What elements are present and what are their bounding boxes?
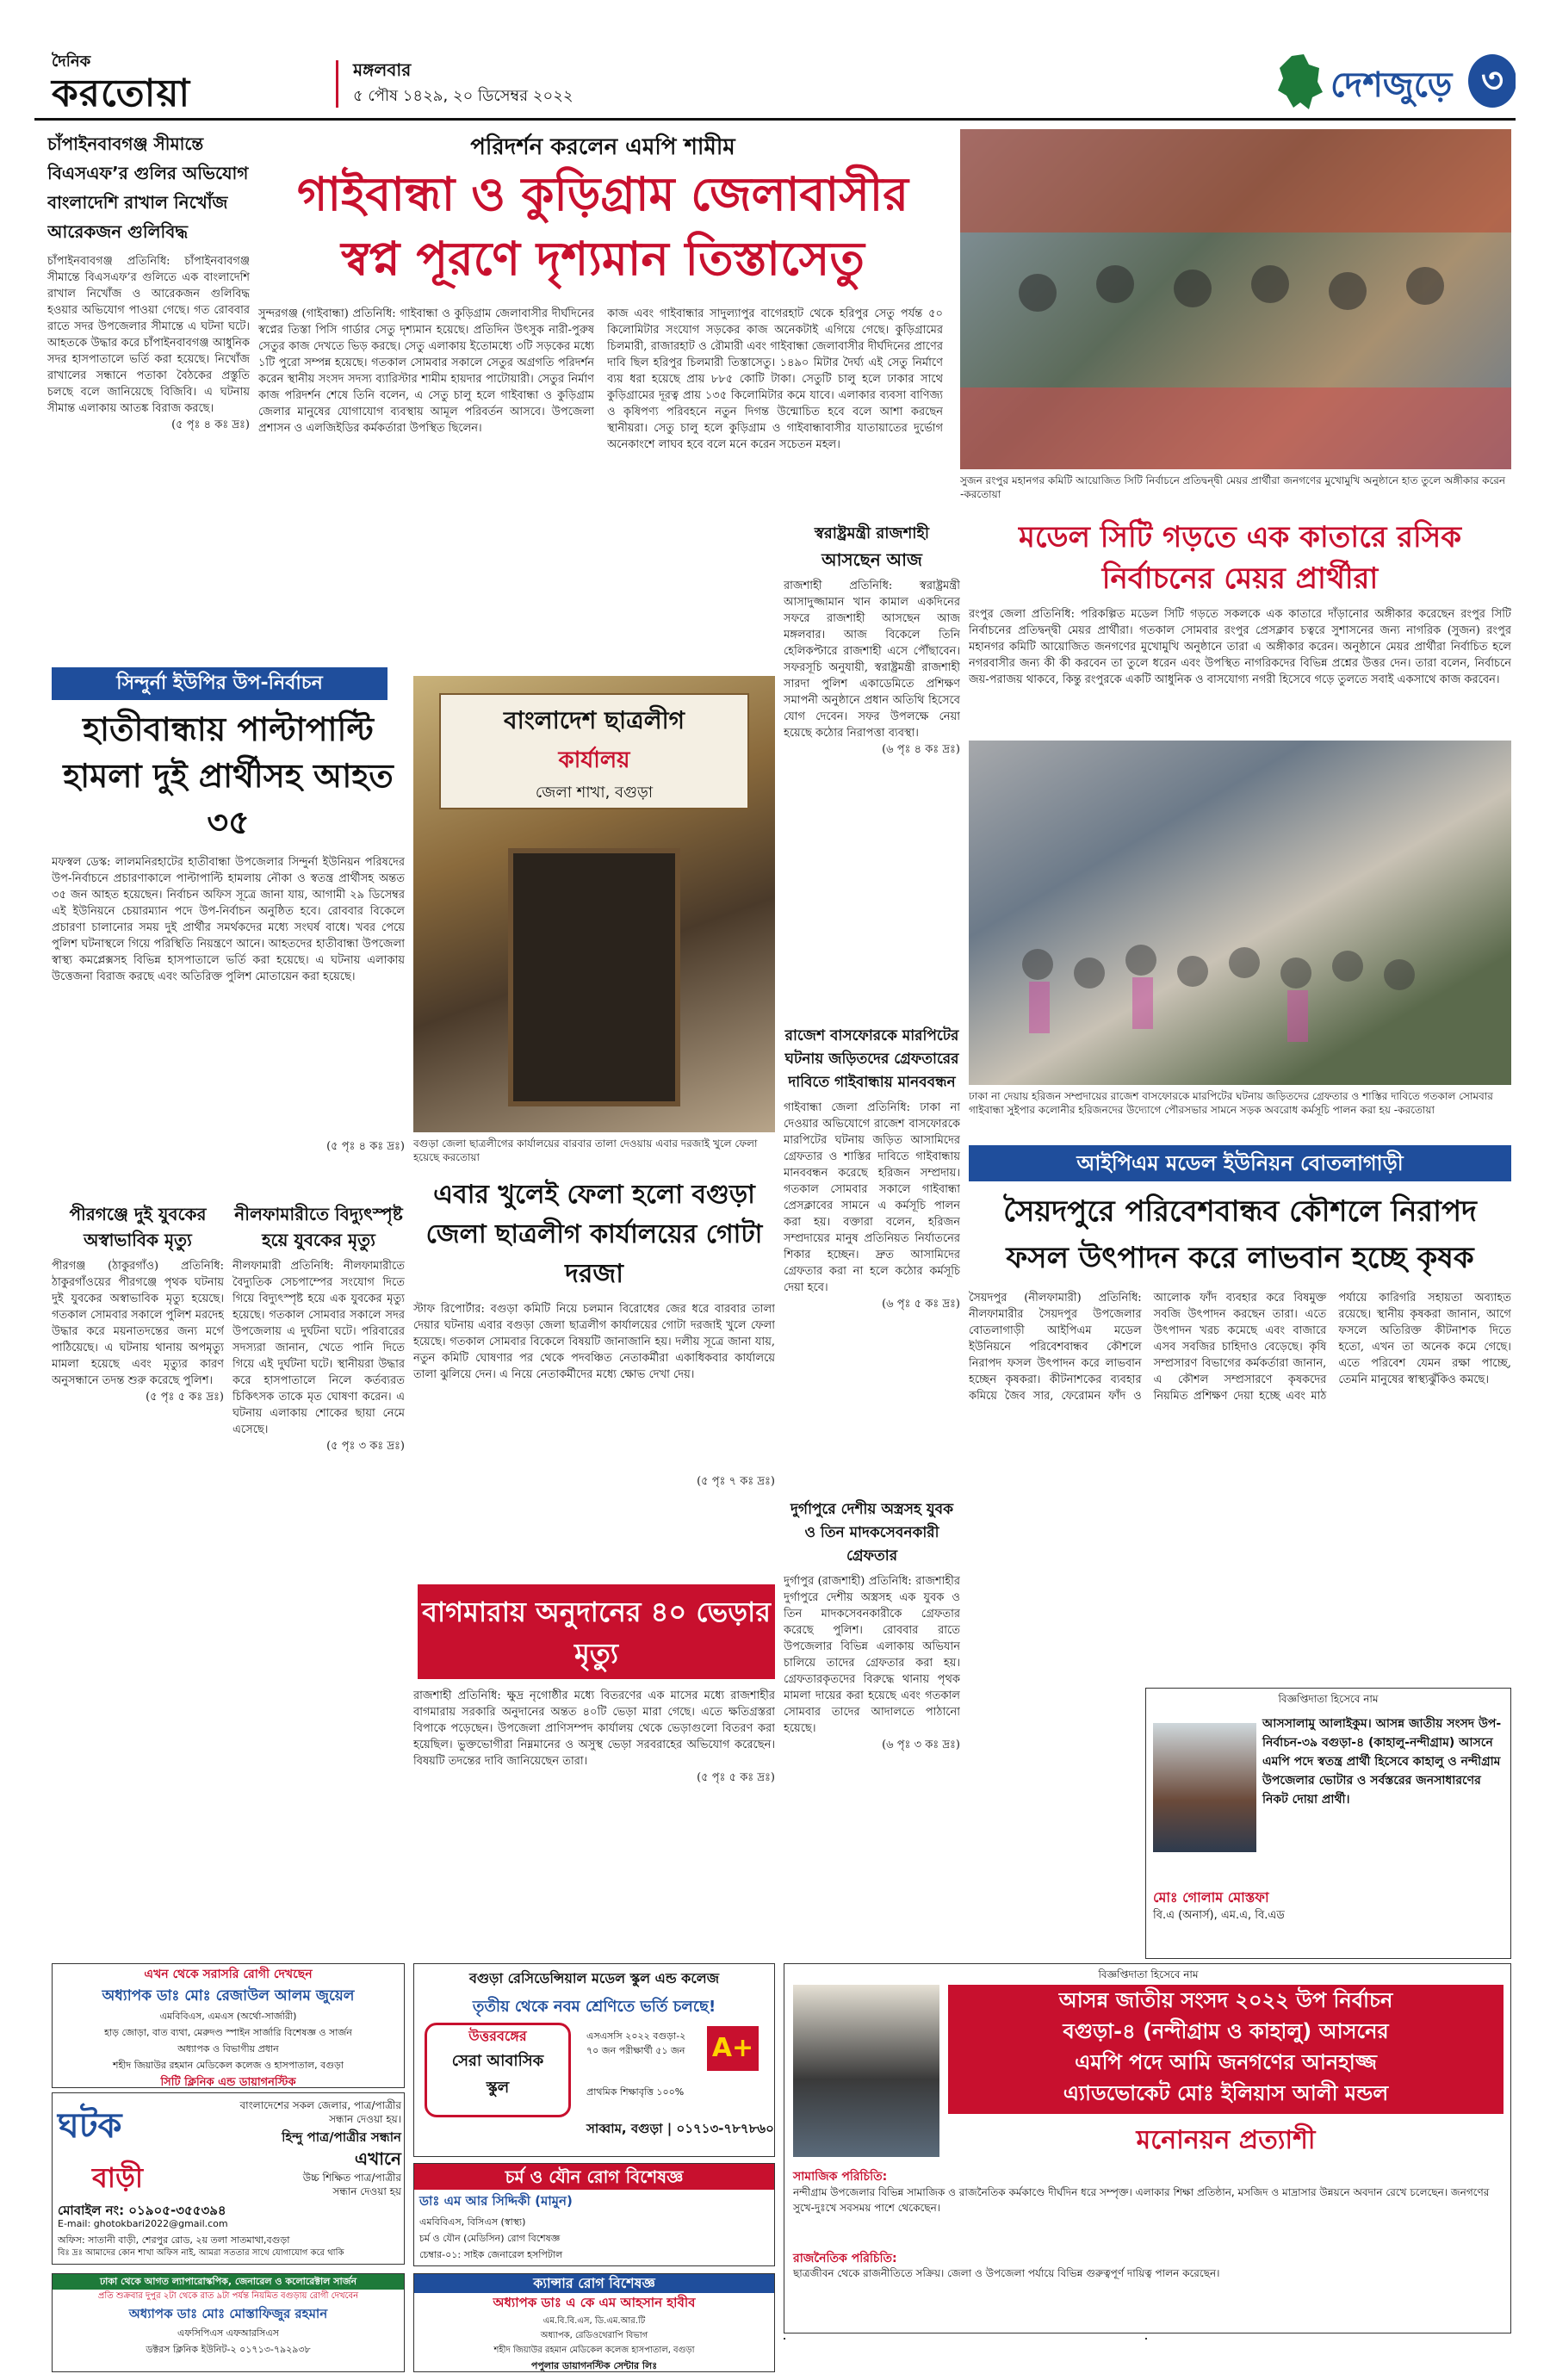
ad-elias-ali bbox=[784, 1963, 1511, 2334]
ad-line-1: আসন্ন জাতীয় সংসদ ২০২২ উপ নির্বাচন bbox=[1058, 1988, 1393, 2012]
chamber-1: চেম্বার-০১: সাইক জেনারেল হসপিটাল bbox=[419, 2249, 563, 2260]
school-phone: ০১৭১৩-৭৮৭৮৬০ bbox=[676, 2121, 774, 2136]
ghotok-line-2: সন্ধান দেওয়া হয়। bbox=[329, 2113, 401, 2125]
article-body: মফস্বল ডেস্ক: লালমনিরহাটের হাতীবান্ধা উপজেলার সিন্দুর্না ইউনিয়ন পরিষদের উপ-নির্বাচনে প্রচারণাকালে পাল্টাপাল্টি হামলায় নৌকা ও স্বতন্ত্র প্রার্থীসহ অন্তত ৩৫ জন আহত হয়েছেন। নির্বাচন অফিস সূত্রে জানা যায়, আগামী ২৯ ডিসেম্বর এই ইউনিয়নে চেয়ারম্যান পদে উপ-নির্বাচন অনুষ্ঠিত হবে। রোববার বিকেলে প্রচারণা চালানোর সময় দুই প্রার্থীর সমর্থকদের মধ্যে সংঘর্ষ বাধে। খবর পেয়ে পুলিশ ঘটনাস্থলে গিয়ে পরিস্থিতি নিয়ন্ত্রণে আনে। আহতদের হাতীবান্ধা উপজেলা স্বাস্থ্য কমপ্লেক্সসহ বিভিন্ন হাসপাতালে ভর্তি করা হয়েছে। এ ঘটনায় এলাকায় উত্তেজনা বিরাজ করছে এবং অতিরিক্ত পুলিশ মোতায়েন করা হয়েছে। bbox=[52, 856, 405, 983]
bangladesh-map-icon bbox=[1274, 53, 1326, 113]
gaibandha-protest-photo bbox=[969, 741, 1511, 1085]
article-kicker: স্বরাষ্ট্রমন্ত্রী রাজশাহী bbox=[814, 524, 930, 542]
nilphamari-article bbox=[232, 1201, 405, 1959]
chhatraleague-article bbox=[413, 1175, 775, 1580]
ad-skin-doctor bbox=[413, 2163, 775, 2266]
doctor-hospital: শহীদ জিয়াউর রহমান মেডিকেল কলেজ ও হাসপাতাল, বগুড়া bbox=[113, 2060, 344, 2071]
article-jump: (৫ পৃঃ ৪ কঃ দ্রঃ) bbox=[171, 418, 250, 431]
doctor-degree: এমবিবিএস, এমএস (অর্থো-সার্জারী) bbox=[159, 2011, 297, 2022]
sign-line-1: বাংলাদেশ ছাত্রলীগ bbox=[504, 706, 685, 734]
ghotok-mobile: মোবাইল নং: ০১৯০৫-৩৫৫৩৯৪ bbox=[58, 2203, 226, 2218]
lead-body-2: কাজ এবং গাইবান্ধার সাদুল্যাপুর বাগেরহাট থেকে হরিপুর সেতু পর্যন্ত ৫০ কিলোমিটার সংযোগ সড়কের কাজ অনেকটাই এগিয়ে গেছে। কুড়িগ্রামের চিলমারী, রাজারহাট ও রৌমারী এবং গাইবান্ধা জেলাবাসীর দীর্ঘদিনের প্রাণের দাবি ছিল হরিপুর চিলমারী তিস্তাসেতু। ১৪৯০ মিটার দৈর্ঘ্য এই সেতু নির্মাণে ব্যয় ধরা হয়েছে প্রায় ৮৮৫ কোটি টাকা। সেতুটি চালু হলে ঢাকার সাথে কুড়িগ্রামের দূরত্ব প্রায় ১৩৫ কিলোমিটার কমে যাবে। এলাকার ব্যবসা বাণিজ্য ও কৃষিপণ্য পরিবহনে নতুন দিগন্ত উন্মোচিত হবে বলে আশা করছেন স্থানীয়রা। সেতু চালু হলে কুড়িগ্রাম ও গাইবান্ধাবাসীর যাতায়াতের দুর্ভোগ অনেকাংশে লাঘব হবে বলে মনে করেন সচেতন মহল। bbox=[607, 307, 943, 451]
ad-golam-mostofa bbox=[1145, 1688, 1511, 1959]
school-title: বগুড়া রেসিডেন্সিয়াল মডেল স্কুল এন্ড কলেজ bbox=[468, 1970, 720, 1986]
article-headline: রাজেশ বাসফোরকে মারপিটের ঘটনায় জড়িতদের গ্রেফতারের দাবিতে গাইবান্ধায় মানববন্ধন bbox=[784, 1027, 959, 1091]
caption-credit: করতোয়া bbox=[443, 1151, 480, 1163]
doctor-hospital: শহীদ জিয়াউর রহমান মেডিকেল কলেজ হাসপাতাল, বগুড়া bbox=[493, 2346, 695, 2355]
doctor-name: অধ্যাপক ডাঃ এ কে এম আহসান হাবীব bbox=[493, 2295, 696, 2310]
sign-board bbox=[439, 693, 749, 809]
ipm-article bbox=[969, 1188, 1511, 1670]
ghotok-line-5: উচ্চ শিক্ষিত পাত্র/পাত্রীর bbox=[302, 2172, 401, 2184]
logo-line-2: বাড়ী bbox=[92, 2161, 144, 2194]
clinic-line bbox=[53, 2342, 404, 2358]
clinic-name: ডক্টরস ক্লিনিক ইউনিট-২ bbox=[146, 2344, 237, 2355]
pol-head: রাজনৈতিক পরিচিতি: bbox=[793, 2252, 897, 2265]
ad-line-3: এমপি পদে আমি জনগণের আনহাজ্জ bbox=[1075, 2050, 1377, 2074]
bagmara-headline-box bbox=[418, 1584, 775, 1679]
ad-line-4: এ্যাডভোকেট মোঃ ইলিয়াস আলী মন্ডল bbox=[1063, 2081, 1389, 2105]
ghotok-email: E-mail: ghotokbari2022@gmail.com bbox=[58, 2218, 228, 2229]
article-jump: (৫ পৃঃ ৩ কঃ দ্রঃ) bbox=[326, 1440, 405, 1453]
doctor-degree: এম.বি.বি.এস, ডি.এম.আর.টি bbox=[542, 2316, 646, 2326]
sign-line-3: জেলা শাখা, বগুড়া bbox=[535, 784, 654, 802]
ghotok-office: অফিস: সাতানী বাড়ী, শেরপুর রোড, ২য় তলা সাতমাথা,বগুড়া bbox=[58, 2234, 290, 2246]
ghotok-line-4: এখানে bbox=[354, 2148, 401, 2169]
ad-surgeon bbox=[52, 2273, 405, 2372]
ad-rezaul bbox=[52, 1963, 405, 2088]
ghotok-logo bbox=[58, 2098, 187, 2194]
brand-small: দৈনিক bbox=[52, 53, 91, 71]
doctor-spec: হাড় জোড়া, বাত ব্যথা, মেরুদণ্ড স্পাইন সার্জারি বিশেষজ্ঞ ও সার্জন bbox=[104, 2027, 352, 2038]
article-headline: সৈয়দপুরে পরিবেশবান্ধব কৌশলে নিরাপদ ফসল উৎপাদন করে লাভবান হচ্ছে কৃষক bbox=[1003, 1194, 1477, 1275]
photo-caption-chhatraleague bbox=[413, 1137, 775, 1168]
doorway bbox=[508, 848, 680, 1106]
ad-line-2: বগুড়া-৪ (নন্দীগ্রাম ও কাহালু) আসনের bbox=[1063, 2019, 1389, 2043]
article-headline: হাতীবান্ধায় পাল্টাপাল্টি হামলা দুই প্রার্থীসহ আহত ৩৫ bbox=[63, 710, 394, 841]
article-body: স্টাফ রিপোর্টার: বগুড়া কমিটি নিয়ে চলমান বিরোধের জের ধরে বারবার তালা দেয়ার ঘটনায় এবার বগুড়া জেলা ছাত্রলীগ কার্যালয়ের গোটা দরজাই খুলে ফেলা হয়েছে। গতকাল সোমবার বিকেলে বিষয়টি জানাজানি হয়। দলীয় সূত্রে জানা যায়, নতুন কমিটি ঘোষণার পর থেকে পদবঞ্চিত নেতাকর্মীরা একাধিকবার কার্যালয়ে তালা ঝুলিয়ে দেন। এ নিয়ে নেতাকর্মীদের মধ্যে ক্ষোভ দেখা দেয়। bbox=[413, 1303, 775, 1381]
ad-title: বিজ্ঞপ্তিদাতা হিসেবে নাম bbox=[1278, 1693, 1379, 1705]
ghotok-line-6: সন্ধান দেওয়া হয় bbox=[332, 2185, 401, 2197]
caption-text: সুজন রংপুর মহানগর কমিটি আয়োজিত সিটি নির্বাচনে প্রতিদ্বন্দ্বী মেয়র প্রার্থীরা জনগণের মুখোমুখি অনুষ্ঠানে হাত তুলে অঙ্গীকার করেন bbox=[960, 474, 1506, 487]
doctor-name: ডাঃ এম আর সিদ্দিকী (মামুন) bbox=[419, 2193, 573, 2209]
school-contact: সাব্বাম, বগুড়া | ০১৭১৩-৭৮৭৮৬০ bbox=[586, 2121, 774, 2136]
chamber: পপুলার ডায়াগনস্টিক সেন্টার লিঃ bbox=[530, 2360, 658, 2371]
ad-greeting: আসসালামু আলাইকুম। আসন্ন জাতীয় সংসদ উপ-নির্বাচন-৩৯ বগুড়া-৪ (কাহালু-নন্দীগ্রাম) আসনে এমপি পদে স্বতন্ত্র প্রার্থী হিসেবে কাহালু ও নন্দীগ্রাম উপজেলার ভোটার ও সর্বস্তরের জনসাধারণের নিকট দোয়া প্রার্থী। bbox=[1262, 1717, 1502, 1807]
article-body: গাইবান্ধা জেলা প্রতিনিধি: ঢাকা না দেওয়ার অভিযোগে রাজেশ বাসফোরকে মারপিটের ঘটনায় জড়িত আসামিদের গ্রেফতার ও শাস্তির দাবিতে গাইবান্ধায় মানববন্ধন করেছে হরিজন সম্প্রদায়। গতকাল সোমবার সকালে গাইবান্ধা প্রেসক্লাবের সামনে এ কর্মসূচি পালন করা হয়। বক্তারা বলেন, হরিজন সম্প্রদায়ের মানুষ প্রতিনিয়ত নির্যাতনের শিকার হচ্ছেন। দ্রুত আসামিদের গ্রেফতার করা না হলে কঠোর কর্মসূচি দেয়া হবে। bbox=[784, 1101, 960, 1294]
rajesh-article bbox=[784, 1025, 960, 1490]
chamber-2 bbox=[414, 2264, 774, 2266]
school-address: সাব্বাম, বগুড়া bbox=[586, 2121, 663, 2136]
doctor-name: অধ্যাপক ডাঃ মোঃ মোস্তাফিজুর রহমান bbox=[128, 2306, 328, 2321]
award-line-3: স্কুল bbox=[486, 2079, 510, 2097]
rangpur-candidates-photo bbox=[960, 129, 1511, 469]
doctor-post: অধ্যাপক ও বিভাগীয় প্রধান bbox=[177, 2043, 279, 2055]
issue-date: ৫ পৌষ ১৪২৯, ২০ ডিসেম্বর ২০২২ bbox=[353, 87, 574, 105]
candidate-name: মোঃ গোলাম মোস্তফা bbox=[1153, 1889, 1269, 1906]
issue-day: মঙ্গলবার bbox=[353, 59, 412, 80]
caption-credit: -করতোয়া bbox=[1393, 1104, 1435, 1116]
page-number: ৩ bbox=[1468, 54, 1516, 108]
article-jump: (৫ পৃঃ ৭ কঃ দ্রঃ) bbox=[697, 1475, 775, 1488]
pirgonj-article bbox=[52, 1201, 224, 1959]
masthead bbox=[34, 47, 1516, 121]
ad-cancer bbox=[413, 2273, 775, 2372]
ad-school bbox=[413, 1963, 775, 2157]
ad-top: বিজ্ঞপ্তিদাতা হিসেবে নাম bbox=[1098, 1968, 1199, 1980]
caption-text: বগুড়া জেলা ছাত্রলীগের কার্যালয়ের বারবার তালা দেওয়ায় এবার দরজাই খুলে ফেলা হয়েছে bbox=[413, 1137, 758, 1163]
ad-ent bbox=[784, 2338, 785, 2340]
ipm-banner: আইপিএম মডেল ইউনিয়ন বোতলাগাড়ী bbox=[969, 1145, 1511, 1181]
candidate-degree: বি.এ (অনার্স), এম.এ, বি.এড bbox=[1153, 1909, 1285, 1922]
sindurna-article bbox=[52, 706, 405, 1188]
ad-tag: মনোনয়ন প্রত্যাশী bbox=[1136, 2125, 1316, 2155]
bio-body: নন্দীগ্রাম উপজেলার বিভিন্ন সামাজিক ও রাজনৈতিক কর্মকাণ্ডে দীর্ঘদিন ধরে সম্পৃক্ত। এলাকার শিক্ষা প্রতিষ্ঠান, মসজিদ ও মাদ্রাসার উন্নয়নে অবদান রেখে চলেছেন। জনগণের সুখে-দুঃখে সবসময় পাশে থেকেছেন। bbox=[793, 2186, 1490, 2214]
ghotok-line-1: বাংলাদেশের সকল জেলার, পাত্র/পাত্রীর bbox=[239, 2099, 401, 2111]
ad-rasel bbox=[1145, 2338, 1147, 2340]
logo-line-1: ঘটক bbox=[58, 2106, 122, 2146]
grade-badge: A+ bbox=[707, 2026, 759, 2071]
rangpur-article bbox=[969, 517, 1511, 732]
article-body: রংপুর জেলা প্রতিনিধি: পরিকল্পিত মডেল সিটি গড়তে সকলকে এক কাতারে দাঁড়ানোর অঙ্গীকার করেছেন রংপুর সিটি নির্বাচনের প্রতিদ্বন্দ্বী মেয়র প্রার্থীরা। গতকাল সোমবার রংপুর প্রেসক্লাব চত্বরে সুশাসনের জন্য নাগরিক (সুজন) রংপুর মহানগর কমিটি আয়োজিত জনগণের মুখোমুখি অনুষ্ঠানে তারা এ অঙ্গীকার করেন। অনুষ্ঠানে মেয়র প্রার্থীরা নির্বাচিত হলে নগরবাসীর জন্য কী কী করবেন তা তুলে ধরেন এবং উপস্থিত নাগরিকদের বিভিন্ন প্রশ্নের উত্তর দেন। তারা বলেন, নির্বাচনে জয়-পরাজয় থাকবে, কিন্তু রংপুরকে একটি আধুনিক ও বাসযোগ্য নগরী হিসেবে গড়ে তুলতে সবাই একসাথে কাজ করবেন। bbox=[969, 608, 1511, 686]
sign-line-2: কার্যালয় bbox=[558, 747, 630, 773]
article-headline: মডেল সিটি গড়তে এক কাতারে রসিক নির্বাচনের মেয়র প্রার্থীরা bbox=[1019, 520, 1461, 596]
sindurna-banner: সিন্দুর্না ইউপির উপ-নির্বাচন bbox=[52, 667, 388, 700]
caption-text: ঢাকা না দেয়ায় হরিজন সম্প্রদায়ের রাজেশ বাসফোরকে মারপিটের ঘটনায় জড়িতদের গ্রেফতার ও শাস্তির দাবিতে গতকাল সোমবার গাইবান্ধা সুইপার কলোনীর হরিজনদের উদ্যোগে পৌরসভার সামনে সড়ক অবরোধ কর্মসূচি পালন করা হয় bbox=[969, 1090, 1493, 1116]
photo-caption-mid bbox=[969, 1089, 1511, 1137]
article-headline: বাগমারায় অনুদানের ৪০ ভেড়ার মৃত্যু bbox=[422, 1596, 771, 1670]
article-body: দুর্গাপুর (রাজশাহী) প্রতিনিধি: রাজশাহীর দুর্গাপুরে দেশীয় অস্ত্রসহ এক যুবক ও তিন মাদকসেবনকারীকে গ্রেফতার করেছে পুলিশ। রোববার রাতে উপজেলার বিভিন্ন এলাকায় অভিযান চালিয়ে তাদের গ্রেফতার করা হয়। গ্রেফতারকৃতদের বিরুদ্ধে থানায় পৃথক মামলা দায়ের করা হয়েছে এবং গতকাল সোমবার তাদের আদালতে পাঠানো হয়েছে। bbox=[784, 1575, 960, 1735]
chhatraleague-office-photo bbox=[413, 676, 775, 1132]
ad-head: ক্যান্সার রোগ বিশেষজ্ঞ bbox=[414, 2274, 774, 2293]
masthead-divider bbox=[336, 60, 338, 108]
article-jump: (৫ পৃঃ ৪ কঃ দ্রঃ) bbox=[326, 1140, 405, 1153]
rajshahi-article bbox=[784, 521, 960, 1020]
ad-sub: প্রতি শুক্রবার দুপুর ২টা থেকে রাত ৯টা পর্যন্ত নিয়মিত বগুড়ায় রোগী দেখবেন bbox=[97, 2291, 359, 2301]
article-body: রাজশাহী প্রতিনিধি: ক্ষুদ্র নৃগোষ্ঠীর মধ্যে বিতরণের এক মাসের মধ্যে রাজশাহীর বাগমারায় সরকারি অনুদানের অন্তত ৪০টি ভেড়া মারা গেছে। এতে ক্ষতিগ্রস্তরা বিপাকে পড়েছেন। উপজেলা প্রাণিসম্পদ কার্যালয় থেকে ভেড়াগুলো বিতরণ করা হয়েছিল। ভুক্তভোগীরা নিম্নমানের ও অসুস্থ ভেড়া সরবরাহের অভিযোগ করেছেন। বিষয়টি তদন্তের দাবি জানিয়েছেন তারা। bbox=[413, 1689, 775, 1768]
school-award bbox=[425, 2023, 571, 2117]
doctor-degree: এমবিবিএস, বিসিএস (স্বাস্থ্য) bbox=[419, 2216, 526, 2228]
brand-logo: করতোয়া bbox=[52, 71, 191, 115]
school-result-2: ৭০ জন পরীক্ষার্থী ৫১ জন bbox=[586, 2045, 685, 2056]
clinic-phone: ০১৭১৩-৭৯২৯৩৮ bbox=[239, 2344, 311, 2355]
article-headline: এবার খুলেই ফেলা হলো বগুড়া জেলা ছাত্রলীগ কার্যালয়ের গোটা দরজা bbox=[425, 1180, 763, 1289]
doctor-clinic: সিটি ক্লিনিক এন্ড ডায়াগনস্টিক bbox=[160, 2076, 296, 2088]
lead-body-1: সুন্দরগঞ্জ (গাইবান্ধা) প্রতিনিধি: গাইবান্ধা ও কুড়িগ্রাম জেলাবাসীর দীর্ঘদিনের স্বপ্নের তিস্তা পিসি গার্ডার সেতু দৃশ্যমান হয়েছে। প্রতিদিন উৎসুক নারী-পুরুষ সেতুর কাজ দেখতে ভিড় করছে। সেতু এলাকায় ইতোমধ্যে ৩টি সড়কের মধ্যে ১টি পুরো সম্পন্ন হয়েছে। গতকাল সোমবার সকালে সেতুর অগ্রগতি পরিদর্শন করেন স্থানীয় সংসদ সদস্য ব্যারিস্টার শামীম হায়দার পাটোয়ারী। সেতুর নির্মাণ কাজ পরিদর্শন শেষে তিনি বলেন, এ সেতু চালু হলে গাইবান্ধা ও কুড়িগ্রাম জেলার মানুষের যোগাযোগ ব্যবস্থায় আমূল পরিবর্তন আসবে। উপজেলা প্রশাসন ও এলজিইডির কর্মকর্তারা উপস্থিত ছিলেন। bbox=[258, 307, 594, 435]
caption-credit: -করতোয়া bbox=[960, 488, 1001, 500]
school-pass: প্রাথমিক শিক্ষাবৃত্তি ১০০% bbox=[586, 2086, 685, 2098]
ad-title: চর্ম ও যৌন রোগ বিশেষজ্ঞ bbox=[414, 2164, 774, 2190]
lead-headline-1: গাইবান্ধা ও কুড়িগ্রাম জেলাবাসীর bbox=[297, 167, 908, 221]
ad-top: এখন থেকে সরাসরি রোগী দেখছেন bbox=[144, 1968, 313, 1981]
article-body: নীলফামারী প্রতিনিধি: নীলফামারীতে বৈদ্যুতিক সেচপাম্পের সংযোগ দিতে গিয়ে বিদ্যুৎস্পৃষ্ট হয়ে এক যুবকের মৃত্যু হয়েছে। গতকাল সোমবার সকালে সদর উপজেলায় এ দুর্ঘটনা ঘটে। পরিবারের সদস্যরা জানান, খেতে পানি দিতে গিয়ে এই দুর্ঘটনা ঘটে। স্থানীয়রা উদ্ধার করে হাসপাতালে নিলে কর্তব্যরত চিকিৎসক তাকে মৃত ঘোষণা করেন। এ ঘটনায় এলাকায় শোকের ছায়া নেমে এসেছে। bbox=[232, 1260, 405, 1436]
article-headline: নীলফামারীতে বিদ্যুৎস্পৃষ্ট হয়ে যুবকের মৃত্যু bbox=[234, 1204, 403, 1250]
article-headline: পীরগঞ্জে দুই যুবকের অস্বাভাবিক মৃত্যু bbox=[69, 1204, 207, 1250]
red-box bbox=[948, 1985, 1504, 2114]
article-headline: চাঁপাইনবাবগঞ্জ সীমান্তে বিএসএফ’র গুলির অভিযোগ বাংলাদেশি রাখাল নিখোঁজ আরেকজন গুলিবিদ্ধ bbox=[47, 133, 249, 242]
lead-headline-2: স্বপ্ন পূরণে দৃশ্যমান তিস্তাসেতু bbox=[341, 232, 865, 286]
bio-head: সামাজিক পরিচিতি: bbox=[793, 2170, 888, 2184]
article-jump: (৬ পৃঃ ৫ কঃ দ্রঃ) bbox=[882, 1298, 960, 1311]
ghotok-line-3: হিন্দু পাত্র/পাত্রীর সন্ধান bbox=[282, 2129, 401, 2145]
doctor-degree: এফসিপিএস এফআরসিএস bbox=[177, 2327, 279, 2339]
pol-body: ছাত্রজীবন থেকে রাজনীতিতে সক্রিয়। জেলা ও উপজেলা পর্যায়ে বিভিন্ন গুরুত্বপূর্ণ দায়িত্ব পালন করেছেন। bbox=[793, 2267, 1220, 2279]
candidate-photo bbox=[793, 1985, 939, 2157]
school-result: এসএসসি ২০২২ বগুড়া-২ bbox=[586, 2030, 686, 2042]
school-admission: তৃতীয় থেকে নবম শ্রেণিতে ভর্তি চলছে! bbox=[472, 1998, 716, 2016]
ad-head: ঢাকা থেকে আগত ল্যাপারোস্কপিক, জেনারেল ও কলোরেক্টাল সার্জন bbox=[53, 2274, 404, 2290]
photo-caption-top bbox=[960, 474, 1511, 508]
lead-kicker: পরিদর্শন করলেন এমপি শামীম bbox=[470, 134, 735, 160]
article-headline: দুর্গাপুরে দেশীয় অস্ত্রসহ যুবক ও তিন মাদকসেবনকারী গ্রেফতার bbox=[790, 1501, 953, 1565]
bagmara-article bbox=[413, 1688, 775, 1946]
article-jump: (৫ পৃঃ ৫ কঃ দ্রঃ) bbox=[697, 1771, 775, 1784]
award-line-2: সেরা আবাসিক bbox=[451, 2052, 544, 2070]
article-body: চাঁপাইনবাবগঞ্জ প্রতিনিধি: চাঁপাইনবাবগঞ্জ সীমান্তে বিএসএফ’র গুলিতে এক বাংলাদেশি রাখাল নিখোঁজ ও আরেকজন গুলিবিদ্ধ হওয়ার অভিযোগ পাওয়া গেছে। গত রোববার রাতে সদর উপজেলার সীমান্তে এ ঘটনা ঘটে। আহতকে উদ্ধার করে চাঁপাইনবাবগঞ্জ আধুনিক সদর হাসপাতালে ভর্তি করা হয়েছে। নিখোঁজ রাখালের সন্ধানে পতাকা বৈঠকের প্রস্তুতি চলছে বলে জানিয়েছে বিজিবি। এ ঘটনায় সীমান্ত এলাকায় আতঙ্ক বিরাজ করছে। bbox=[47, 255, 250, 415]
article-jump: (৫ পৃঃ ৫ কঃ দ্রঃ) bbox=[146, 1391, 224, 1404]
doctor-spec: চর্ম ও যৌন (মেডিসিন) রোগ বিশেষজ্ঞ bbox=[419, 2233, 561, 2244]
article-body: পীরগঞ্জ (ঠাকুরগাঁও) প্রতিনিধি: ঠাকুরগাঁওয়ের পীরগঞ্জে পৃথক ঘটনায় দুই যুবকের অস্বাভাবিক মৃত্যু হয়েছে। গতকাল সোমবার সকালে পুলিশ মরদেহ উদ্ধার করে ময়নাতদন্তের জন্য মর্গে পাঠিয়েছে। এ ঘটনায় থানায় অপমৃত্যু মামলা হয়েছে এবং মৃত্যুর কারণ অনুসন্ধানে তদন্ত শুরু করেছে পুলিশ। bbox=[52, 1260, 224, 1387]
section-title: দেশজুড়ে bbox=[1330, 65, 1453, 105]
candidate-photo bbox=[1153, 1723, 1256, 1852]
article-body: রাজশাহী প্রতিনিধি: স্বরাষ্ট্রমন্ত্রী আসাদুজ্জামান খান কামাল একদিনের সফরে রাজশাহী আসছেন আজ মঙ্গলবার। আজ বিকেলে তিনি হেলিকপ্টারে রাজশাহী এসে পৌঁছাবেন। সফরসূচি অনুযায়ী, স্বরাষ্ট্রমন্ত্রী রাজশাহী সারদা পুলিশ একাডেমিতে প্রশিক্ষণ সমাপনী অনুষ্ঠানে প্রধান অতিথি হিসেবে যোগ দেবেন। সফর উপলক্ষে নেয়া হয়েছে কঠোর নিরাপত্তা ব্যবস্থা। bbox=[784, 580, 960, 740]
award-line-1: উত্তরবঙ্গের bbox=[468, 2028, 527, 2044]
ad-ghotok-bari bbox=[52, 2092, 405, 2265]
article-headline: আসছেন আজ bbox=[822, 549, 922, 570]
article-jump: (৬ পৃঃ ৪ কঃ দ্রঃ) bbox=[882, 743, 960, 756]
article-body: সৈয়দপুর (নীলফামারী) প্রতিনিধি: নীলফামারীর সৈয়দপুর উপজেলার বোতলাগাড়ী আইপিএম মডেল ইউনিয়নে পরিবেশবান্ধব কৌশলে নিরাপদ ফসল উৎপাদন করে লাভবান হচ্ছেন কৃষকরা। কীটনাশকের ব্যবহার কমিয়ে জৈব সার, ফেরোমন ফাঁদ ও আলোক ফাঁদ ব্যবহার করে বিষমুক্ত সবজি উৎপাদন করছেন তারা। এতে উৎপাদন খরচ কমেছে এবং বাজারে এসব সবজির চাহিদাও বেড়েছে। কৃষি সম্প্রসারণ বিভাগের কর্মকর্তারা জানান, এ কৌশল সম্প্রসারণে কৃষকদের নিয়মিত প্রশিক্ষণ দেয়া হচ্ছে এবং মাঠ পর্যায়ে কারিগরি সহায়তা অব্যাহত রয়েছে। স্থানীয় কৃষকরা জানান, আগে ফসলে অতিরিক্ত কীটনাশক দিতে হতো, এখন তা অনেক কমে গেছে। এতে পরিবেশ যেমন রক্ষা পাচ্ছে, তেমনি মানুষের স্বাস্থ্যঝুঁকিও কমছে। bbox=[969, 1292, 1511, 1403]
doctor-post: অধ্যাপক, রেডিওথেরাপি বিভাগ bbox=[540, 2331, 648, 2340]
doctor-name: অধ্যাপক ডাঃ মোঃ রেজাউল আলম জুয়েল bbox=[102, 1987, 355, 2005]
ghotok-notice: বিঃ দ্রঃ আমাদের কোন শাখা অফিস নাই, আমরা সততার সাথে যোগাযোগ করে থাকি bbox=[58, 2248, 344, 2258]
durgapur-article bbox=[784, 1498, 960, 1946]
article-jump: (৬ পৃঃ ৩ কঃ দ্রঃ) bbox=[882, 1739, 960, 1751]
